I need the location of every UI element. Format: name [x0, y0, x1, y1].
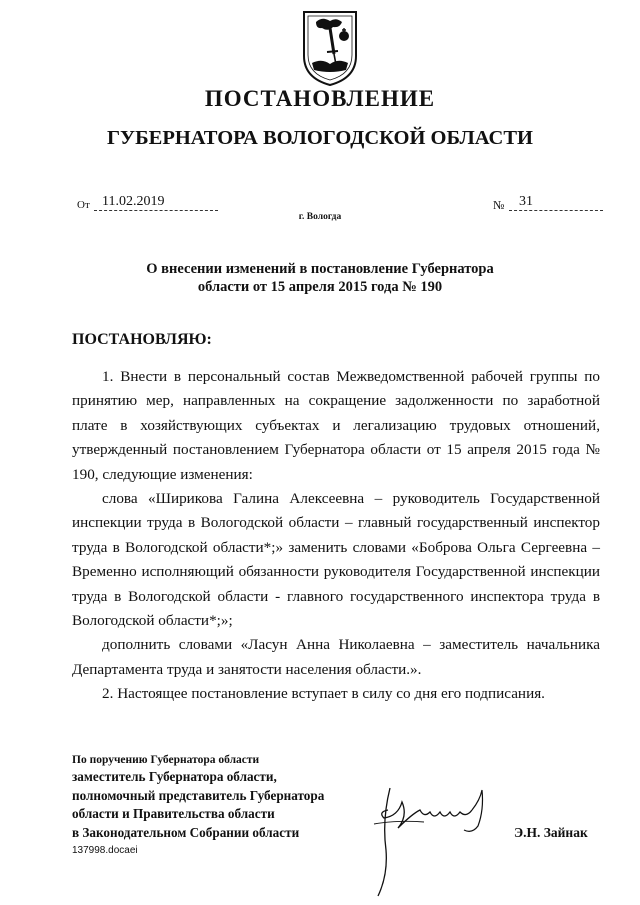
document-reference: 137998.docaei	[72, 845, 138, 856]
city-label: г. Вологда	[298, 212, 342, 222]
subject-line-2: области от 15 апреля 2015 года № 190	[197, 279, 443, 295]
signatory-line-3: области и Правительства области	[72, 806, 275, 821]
coat-of-arms-icon	[300, 8, 360, 88]
signatory-line-4: в Законодательном Собрании области	[72, 824, 300, 840]
subject-line-1: О внесении изменений в постановление Губернатора	[146, 261, 494, 277]
decree-word: ПОСТАНОВЛЯЮ:	[72, 331, 212, 348]
number-value: 31	[509, 193, 603, 211]
paragraph-1: 1. Внести в персональный состав Межведомственной рабочей группы по принятию мер, направленных на сокращение задолженности по заработной плате в хозяйствующих субъектах и легализацию трудовых отношений, утвержденный постановлением Губернатора области от 15 апреля 2015 года № 190, следующие изменения:	[72, 368, 600, 483]
signatory-line-2: полномочный представитель Губернатора	[72, 787, 325, 803]
handwritten-signature	[368, 780, 503, 900]
signatory-block	[72, 753, 372, 842]
page-title: ПОСТАНОВЛЕНИЕ	[204, 86, 436, 111]
document-body	[72, 365, 600, 707]
signatory-name: Э.Н. Зайнак	[514, 825, 588, 840]
subject-heading	[80, 260, 560, 296]
on-behalf-line: По поручению Губернатора области	[72, 754, 260, 766]
page-subtitle: ГУБЕРНАТОРА ВОЛОГОДСКОЙ ОБЛАСТИ	[107, 127, 533, 149]
paragraph-4: 2. Настоящее постановление вступает в силу со дня его подписания.	[102, 685, 545, 703]
signatory-line-1: заместитель Губернатора области,	[72, 769, 277, 784]
date-prefix: От	[77, 199, 90, 211]
date-value: 11.02.2019	[94, 193, 218, 211]
number-prefix: №	[493, 198, 505, 212]
paragraph-2: слова «Ширикова Галина Алексеевна – руководитель Государственной инспекции труда в Вологодской области – главный государственный инспектор труда в Вологодской области*;» заменить словами «Боброва Ольга Сергеевна – Временно исполняющий обязанности руководителя Государственной инспекции труда в Вологодской области - главного государственного инспектора труда в Вологодской области*;»;	[72, 490, 600, 630]
paragraph-3: дополнить словами «Ласун Анна Николаевна – заместитель начальника Департамента труда и занятости населения области.».	[72, 636, 600, 678]
